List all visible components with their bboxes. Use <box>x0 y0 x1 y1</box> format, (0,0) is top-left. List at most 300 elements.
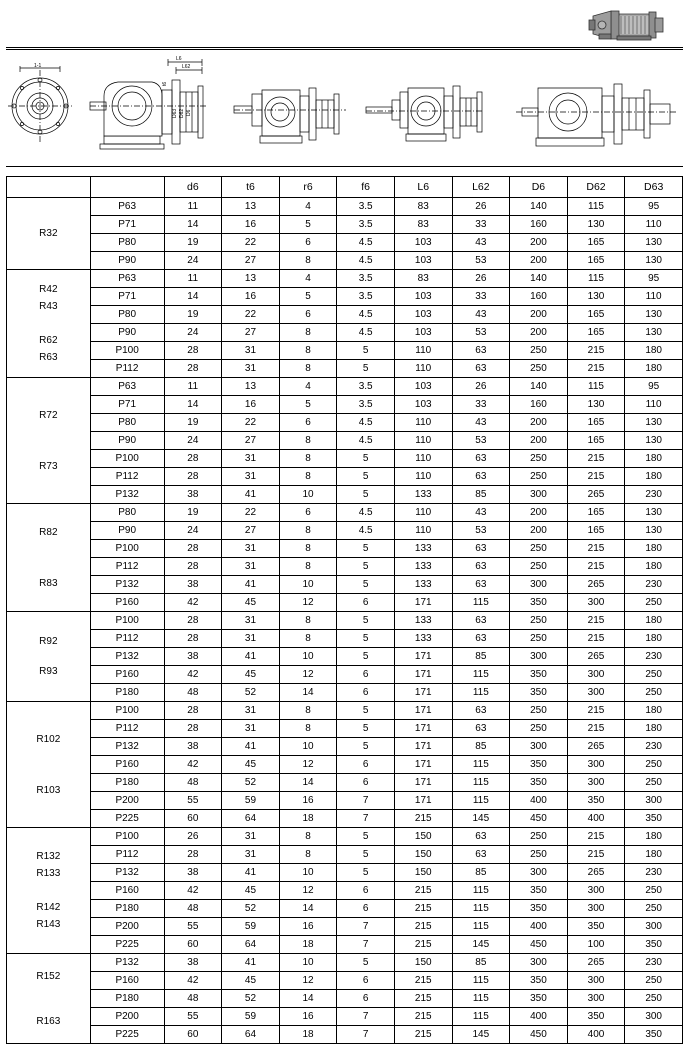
cell-r6: 12 <box>279 756 337 774</box>
cell-f6: 5 <box>337 486 395 504</box>
cell-d6: 450 <box>510 1026 568 1044</box>
cell-t6: 45 <box>222 666 280 684</box>
cell-r6: 5 <box>279 396 337 414</box>
motor-type-cell: P80 <box>90 306 164 324</box>
cell-t6: 59 <box>222 918 280 936</box>
cell-d62: 215 <box>567 540 625 558</box>
cell-d6: 250 <box>510 360 568 378</box>
cell-d6: 160 <box>510 396 568 414</box>
table-row <box>7 630 683 648</box>
cell-d6: 200 <box>510 414 568 432</box>
cell-d63: 300 <box>625 918 683 936</box>
motor-type-cell: P112 <box>90 360 164 378</box>
cell-d6: 350 <box>510 972 568 990</box>
cell-l62: 85 <box>452 864 510 882</box>
cell-r6: 18 <box>279 1026 337 1044</box>
cell-d63: 250 <box>625 900 683 918</box>
table-row <box>7 360 683 378</box>
cell-r6: 14 <box>279 774 337 792</box>
table-row <box>7 738 683 756</box>
cell-d63: 180 <box>625 450 683 468</box>
cell-d6: 14 <box>164 288 222 306</box>
cell-l6: 110 <box>394 414 452 432</box>
cell-d6: 300 <box>510 576 568 594</box>
cell-r6: 8 <box>279 630 337 648</box>
cell-l62: 43 <box>452 504 510 522</box>
cell-t6: 31 <box>222 720 280 738</box>
cell-l6: 215 <box>394 990 452 1008</box>
cell-f6: 7 <box>337 918 395 936</box>
svg-text:L62: L62 <box>182 64 191 70</box>
cell-d63: 110 <box>625 216 683 234</box>
cell-d6: 28 <box>164 720 222 738</box>
cell-l62: 53 <box>452 324 510 342</box>
cell-l62: 145 <box>452 810 510 828</box>
cell-l6: 110 <box>394 360 452 378</box>
cell-f6: 5 <box>337 468 395 486</box>
cell-d62: 265 <box>567 738 625 756</box>
cell-l6: 215 <box>394 810 452 828</box>
cell-d6: 42 <box>164 756 222 774</box>
cell-d62: 265 <box>567 648 625 666</box>
cell-r6: 12 <box>279 666 337 684</box>
cell-d62: 130 <box>567 216 625 234</box>
cell-t6: 31 <box>222 828 280 846</box>
cell-d63: 180 <box>625 468 683 486</box>
cell-d6: 28 <box>164 540 222 558</box>
cell-d6: 26 <box>164 828 222 846</box>
cell-d62: 300 <box>567 972 625 990</box>
table-row <box>7 216 683 234</box>
cell-d62: 165 <box>567 414 625 432</box>
cell-d6: 250 <box>510 702 568 720</box>
cell-t6: 31 <box>222 360 280 378</box>
cell-l62: 115 <box>452 792 510 810</box>
cell-f6: 5 <box>337 612 395 630</box>
cell-d6: 350 <box>510 882 568 900</box>
cell-d6: 350 <box>510 900 568 918</box>
cell-l6: 150 <box>394 846 452 864</box>
cell-l62: 63 <box>452 846 510 864</box>
cell-r6: 10 <box>279 648 337 666</box>
cell-t6: 41 <box>222 954 280 972</box>
cell-d6: 42 <box>164 972 222 990</box>
cell-t6: 22 <box>222 504 280 522</box>
cell-d62: 115 <box>567 270 625 288</box>
cell-d62: 350 <box>567 918 625 936</box>
table-row <box>7 882 683 900</box>
motor-type-cell: P160 <box>90 882 164 900</box>
cell-d6: 24 <box>164 432 222 450</box>
cell-l62: 43 <box>452 306 510 324</box>
cell-d6: 200 <box>510 522 568 540</box>
motor-type-cell: P112 <box>90 630 164 648</box>
cell-l6: 133 <box>394 558 452 576</box>
cell-d63: 250 <box>625 990 683 1008</box>
header-rule-2 <box>6 49 683 50</box>
cell-l62: 115 <box>452 756 510 774</box>
cell-d62: 350 <box>567 792 625 810</box>
table-row <box>7 504 683 522</box>
side-view-r-series-drawing <box>90 56 208 162</box>
motor-type-cell: P100 <box>90 342 164 360</box>
cell-d6: 350 <box>510 774 568 792</box>
cell-r6: 16 <box>279 792 337 810</box>
cell-f6: 7 <box>337 1026 395 1044</box>
cell-d6: 28 <box>164 360 222 378</box>
cell-t6: 52 <box>222 774 280 792</box>
cell-l62: 63 <box>452 576 510 594</box>
side-view-variant-2-drawing <box>234 74 346 154</box>
cell-l6: 171 <box>394 756 452 774</box>
cell-r6: 6 <box>279 504 337 522</box>
cell-d62: 115 <box>567 378 625 396</box>
cell-f6: 5 <box>337 864 395 882</box>
motor-type-cell: P200 <box>90 792 164 810</box>
cell-d6: 28 <box>164 612 222 630</box>
cell-l6: 110 <box>394 342 452 360</box>
cell-t6: 27 <box>222 432 280 450</box>
table-row <box>7 198 683 216</box>
motor-type-cell: P71 <box>90 288 164 306</box>
cell-t6: 27 <box>222 252 280 270</box>
cell-t6: 52 <box>222 900 280 918</box>
cell-d6: 250 <box>510 468 568 486</box>
cell-f6: 4.5 <box>337 432 395 450</box>
cell-r6: 8 <box>279 432 337 450</box>
side-view-variant-4-drawing <box>516 70 676 156</box>
cell-d6: 200 <box>510 432 568 450</box>
cell-r6: 16 <box>279 918 337 936</box>
cell-d63: 130 <box>625 324 683 342</box>
cell-l6: 83 <box>394 198 452 216</box>
cell-f6: 3.5 <box>337 288 395 306</box>
cell-d6: 350 <box>510 756 568 774</box>
cell-d62: 350 <box>567 1008 625 1026</box>
motor-type-cell: P90 <box>90 522 164 540</box>
cell-d6: 300 <box>510 864 568 882</box>
table-row <box>7 1008 683 1026</box>
cell-t6: 31 <box>222 612 280 630</box>
cell-l62: 26 <box>452 198 510 216</box>
cell-d63: 230 <box>625 864 683 882</box>
cell-l6: 133 <box>394 630 452 648</box>
cell-d6: 28 <box>164 468 222 486</box>
header-r6: r6 <box>279 177 337 198</box>
cell-d62: 165 <box>567 504 625 522</box>
cell-r6: 8 <box>279 540 337 558</box>
cell-d62: 215 <box>567 846 625 864</box>
cell-t6: 45 <box>222 756 280 774</box>
cell-d62: 300 <box>567 990 625 1008</box>
cell-l62: 115 <box>452 684 510 702</box>
cell-d62: 165 <box>567 306 625 324</box>
cell-t6: 41 <box>222 864 280 882</box>
motor-type-cell: P112 <box>90 846 164 864</box>
cell-l6: 215 <box>394 936 452 954</box>
cell-d63: 300 <box>625 792 683 810</box>
table-row <box>7 306 683 324</box>
cell-d6: 14 <box>164 216 222 234</box>
cell-d62: 165 <box>567 324 625 342</box>
cell-l6: 110 <box>394 522 452 540</box>
header-rule-1 <box>6 47 683 48</box>
table-row <box>7 270 683 288</box>
cell-d63: 180 <box>625 540 683 558</box>
table-row <box>7 324 683 342</box>
cell-d62: 400 <box>567 1026 625 1044</box>
cell-t6: 41 <box>222 648 280 666</box>
cell-d6: 28 <box>164 702 222 720</box>
cell-d6: 250 <box>510 558 568 576</box>
cell-d63: 180 <box>625 630 683 648</box>
cell-l6: 171 <box>394 702 452 720</box>
cell-l62: 63 <box>452 828 510 846</box>
cell-d6: 250 <box>510 342 568 360</box>
cell-l6: 215 <box>394 900 452 918</box>
cell-d6: 28 <box>164 630 222 648</box>
motor-type-cell: P63 <box>90 378 164 396</box>
dimensions-table <box>6 176 683 1044</box>
cell-f6: 4.5 <box>337 306 395 324</box>
cell-d6: 14 <box>164 396 222 414</box>
cell-f6: 6 <box>337 774 395 792</box>
end-view-drawing <box>8 64 74 142</box>
side-view-variant-3-drawing <box>366 74 484 154</box>
series-group-label: R92 R93 <box>7 612 91 702</box>
cell-f6: 5 <box>337 720 395 738</box>
cell-t6: 27 <box>222 522 280 540</box>
cell-r6: 12 <box>279 972 337 990</box>
cell-d62: 215 <box>567 702 625 720</box>
cell-r6: 10 <box>279 576 337 594</box>
cell-d6: 11 <box>164 378 222 396</box>
cell-r6: 18 <box>279 810 337 828</box>
cell-f6: 3.5 <box>337 216 395 234</box>
cell-d6: 24 <box>164 324 222 342</box>
motor-type-cell: P132 <box>90 576 164 594</box>
cell-f6: 5 <box>337 828 395 846</box>
cell-d6: 55 <box>164 1008 222 1026</box>
cell-l6: 171 <box>394 792 452 810</box>
cell-f6: 3.5 <box>337 396 395 414</box>
motor-type-cell: P132 <box>90 648 164 666</box>
cell-f6: 4.5 <box>337 234 395 252</box>
cell-d62: 300 <box>567 666 625 684</box>
motor-type-cell: P63 <box>90 198 164 216</box>
motor-type-cell: P100 <box>90 540 164 558</box>
series-group-label: R42 R43 R62 R63 <box>7 270 91 378</box>
cell-d6: 250 <box>510 540 568 558</box>
cell-d63: 250 <box>625 756 683 774</box>
cell-d6: 250 <box>510 612 568 630</box>
cell-d62: 265 <box>567 576 625 594</box>
cell-d63: 230 <box>625 648 683 666</box>
cell-d6: 38 <box>164 486 222 504</box>
table-body <box>7 198 683 1044</box>
cell-f6: 5 <box>337 558 395 576</box>
cell-f6: 5 <box>337 702 395 720</box>
cell-d62: 300 <box>567 882 625 900</box>
cell-r6: 8 <box>279 360 337 378</box>
table-row <box>7 666 683 684</box>
cell-l6: 133 <box>394 612 452 630</box>
cell-d6: 200 <box>510 252 568 270</box>
cell-l6: 171 <box>394 720 452 738</box>
cell-d63: 300 <box>625 1008 683 1026</box>
cell-d6: 38 <box>164 864 222 882</box>
cell-d6: 19 <box>164 306 222 324</box>
motor-type-cell: P112 <box>90 468 164 486</box>
cell-r6: 8 <box>279 324 337 342</box>
cell-f6: 4.5 <box>337 414 395 432</box>
cell-l62: 26 <box>452 270 510 288</box>
cell-r6: 8 <box>279 846 337 864</box>
table-row <box>7 828 683 846</box>
cell-d63: 250 <box>625 882 683 900</box>
table-row <box>7 288 683 306</box>
cell-d63: 230 <box>625 954 683 972</box>
cell-l6: 150 <box>394 828 452 846</box>
cell-d6: 19 <box>164 414 222 432</box>
cell-r6: 8 <box>279 468 337 486</box>
motor-type-cell: P160 <box>90 756 164 774</box>
cell-d62: 300 <box>567 684 625 702</box>
cell-f6: 5 <box>337 540 395 558</box>
cell-d6: 350 <box>510 594 568 612</box>
cell-l62: 85 <box>452 486 510 504</box>
table-row <box>7 594 683 612</box>
cell-r6: 4 <box>279 378 337 396</box>
table-row <box>7 558 683 576</box>
cell-d6: 19 <box>164 504 222 522</box>
cell-d6: 48 <box>164 900 222 918</box>
cell-f6: 6 <box>337 666 395 684</box>
cell-r6: 8 <box>279 612 337 630</box>
svg-text:L6: L6 <box>176 56 182 62</box>
cell-d62: 215 <box>567 558 625 576</box>
cell-l6: 133 <box>394 540 452 558</box>
cell-r6: 4 <box>279 270 337 288</box>
header-d6: d6 <box>164 177 222 198</box>
motor-type-cell: P180 <box>90 774 164 792</box>
drawing-strip <box>6 56 683 164</box>
cell-f6: 3.5 <box>337 198 395 216</box>
cell-l6: 171 <box>394 738 452 756</box>
table-row <box>7 234 683 252</box>
motor-type-cell: P71 <box>90 396 164 414</box>
cell-r6: 10 <box>279 864 337 882</box>
header-l6: L6 <box>394 177 452 198</box>
motor-type-cell: P160 <box>90 594 164 612</box>
cell-t6: 64 <box>222 1026 280 1044</box>
cell-f6: 3.5 <box>337 270 395 288</box>
series-group-label: R32 <box>7 198 91 270</box>
header-d63: D63 <box>625 177 683 198</box>
motor-type-cell: P80 <box>90 414 164 432</box>
cell-r6: 12 <box>279 594 337 612</box>
cell-l62: 115 <box>452 594 510 612</box>
cell-t6: 41 <box>222 576 280 594</box>
series-group-label: R102 R103 <box>7 702 91 828</box>
motor-type-cell: P112 <box>90 558 164 576</box>
cell-d6: 42 <box>164 666 222 684</box>
table-header-row <box>7 177 683 198</box>
cell-l62: 63 <box>452 450 510 468</box>
cell-f6: 4.5 <box>337 504 395 522</box>
cell-d6: 250 <box>510 720 568 738</box>
cell-f6: 7 <box>337 936 395 954</box>
cell-l6: 215 <box>394 1026 452 1044</box>
cell-d63: 250 <box>625 774 683 792</box>
cell-d6: 250 <box>510 828 568 846</box>
table-row <box>7 972 683 990</box>
cell-d6: 350 <box>510 684 568 702</box>
table-row <box>7 936 683 954</box>
motor-type-cell: P132 <box>90 486 164 504</box>
cell-r6: 10 <box>279 954 337 972</box>
cell-l6: 103 <box>394 234 452 252</box>
cell-d62: 115 <box>567 198 625 216</box>
table-row <box>7 252 683 270</box>
cell-t6: 16 <box>222 396 280 414</box>
cell-f6: 6 <box>337 972 395 990</box>
cell-f6: 5 <box>337 576 395 594</box>
cell-l6: 133 <box>394 576 452 594</box>
cell-d63: 130 <box>625 432 683 450</box>
cell-d62: 215 <box>567 630 625 648</box>
cell-l6: 103 <box>394 306 452 324</box>
cell-r6: 8 <box>279 522 337 540</box>
cell-d6: 38 <box>164 648 222 666</box>
cell-d62: 215 <box>567 720 625 738</box>
cell-d62: 215 <box>567 612 625 630</box>
cell-f6: 5 <box>337 630 395 648</box>
cell-l6: 103 <box>394 288 452 306</box>
cell-d63: 95 <box>625 198 683 216</box>
cell-l62: 63 <box>452 702 510 720</box>
cell-d6: 140 <box>510 378 568 396</box>
cell-f6: 6 <box>337 900 395 918</box>
cell-l62: 85 <box>452 738 510 756</box>
cell-l6: 133 <box>394 486 452 504</box>
cell-f6: 7 <box>337 792 395 810</box>
cell-r6: 4 <box>279 198 337 216</box>
cell-t6: 31 <box>222 468 280 486</box>
cell-d6: 160 <box>510 216 568 234</box>
cell-l62: 53 <box>452 432 510 450</box>
motor-type-cell: P100 <box>90 450 164 468</box>
cell-f6: 6 <box>337 684 395 702</box>
cell-d6: 450 <box>510 936 568 954</box>
cell-d62: 265 <box>567 954 625 972</box>
cell-l62: 85 <box>452 954 510 972</box>
cell-d62: 300 <box>567 594 625 612</box>
motor-type-cell: P200 <box>90 918 164 936</box>
cell-d6: 250 <box>510 450 568 468</box>
cell-l62: 145 <box>452 1026 510 1044</box>
motor-type-cell: P90 <box>90 324 164 342</box>
cell-l6: 103 <box>394 252 452 270</box>
cell-d6: 42 <box>164 594 222 612</box>
table-row <box>7 432 683 450</box>
cell-l6: 110 <box>394 504 452 522</box>
cell-t6: 22 <box>222 306 280 324</box>
cell-r6: 6 <box>279 234 337 252</box>
cell-l62: 115 <box>452 1008 510 1026</box>
cell-d63: 230 <box>625 576 683 594</box>
cell-r6: 8 <box>279 252 337 270</box>
